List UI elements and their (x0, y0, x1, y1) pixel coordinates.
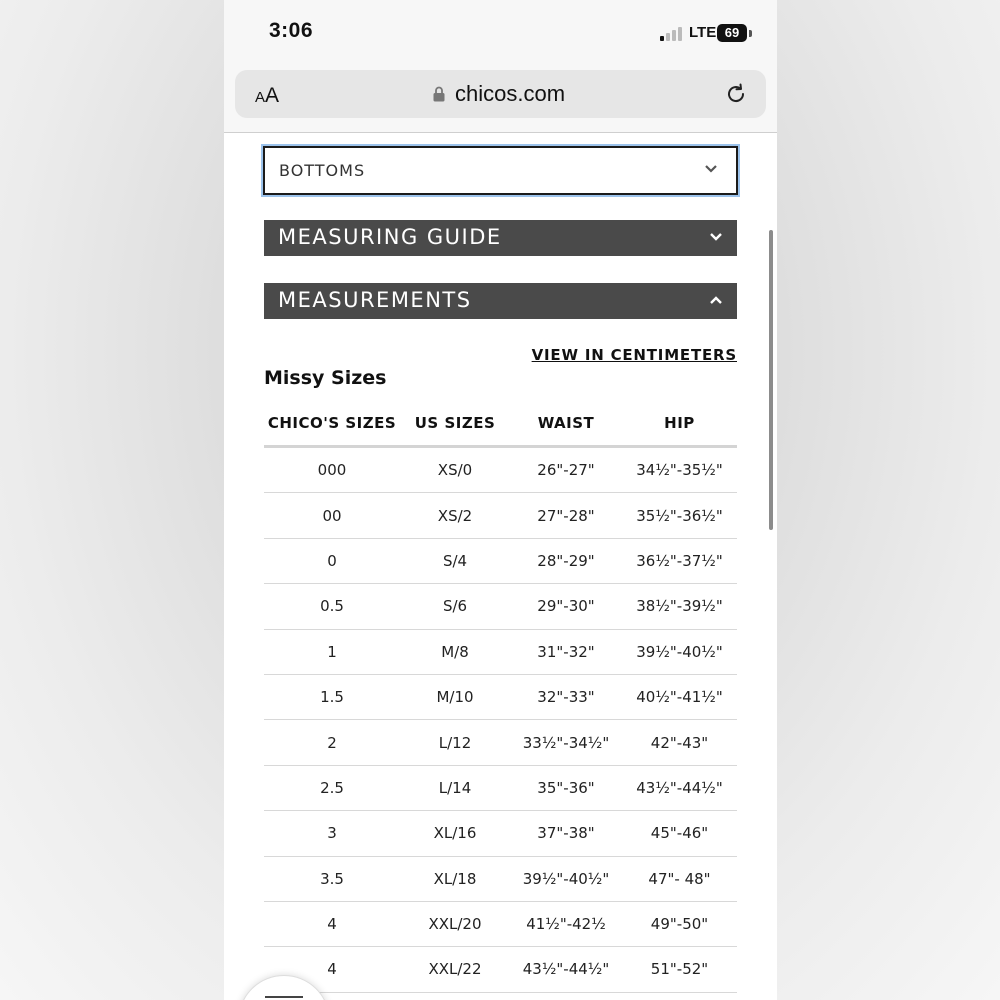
cell-hip: 49"-50" (622, 901, 737, 946)
cell-waist: 37"-38" (510, 811, 622, 856)
header-chicos-sizes: CHICO'S SIZES (264, 401, 400, 447)
cell-us-size: L/12 (400, 720, 510, 765)
cell-hip: 43½"-44½" (622, 765, 737, 810)
cell-us-size: M/10 (400, 674, 510, 719)
cell-us-size: L/14 (400, 765, 510, 810)
reload-icon[interactable] (724, 82, 748, 106)
cell-hip: 36½"-37½" (622, 538, 737, 583)
chevron-down-icon (704, 164, 718, 174)
cell-hip: 40½"-41½" (622, 674, 737, 719)
text-size-button[interactable] (255, 84, 279, 108)
table-row (264, 584, 737, 629)
table-row (264, 901, 737, 946)
cell-us-size: XXL/22 (400, 947, 510, 992)
cell-chicos-size: 2.5 (264, 765, 400, 810)
cell-chicos-size: 3.5 (264, 856, 400, 901)
table-header-row (264, 401, 737, 447)
address-bar[interactable] (235, 70, 766, 118)
cell-hip: 42"-43" (622, 720, 737, 765)
cell-hip: 38½"-39½" (622, 584, 737, 629)
cell-us-size: S/4 (400, 538, 510, 583)
network-label: LTE (689, 24, 717, 41)
browser-toolbar (224, 62, 777, 133)
page-content (224, 133, 777, 1000)
cell-chicos-size: 2 (264, 720, 400, 765)
cell-chicos-size: 3 (264, 811, 400, 856)
scroll-indicator[interactable] (769, 230, 773, 530)
cell-hip: 47"- 48" (622, 856, 737, 901)
cell-hip: 51"-52" (622, 947, 737, 992)
table-row (264, 856, 737, 901)
size-table (264, 401, 737, 993)
header-hip: HIP (622, 401, 737, 447)
cell-waist: 31"-32" (510, 629, 622, 674)
chevron-down-icon (709, 232, 723, 242)
cell-waist: 26"-27" (510, 447, 622, 493)
cell-chicos-size: 1 (264, 629, 400, 674)
text-size-small: A (255, 89, 266, 106)
cell-hip: 35½"-36½" (622, 493, 737, 538)
cell-chicos-size: 00 (264, 493, 400, 538)
text-size-big: A (265, 84, 280, 107)
table-row (264, 947, 737, 992)
cell-waist: 27"-28" (510, 493, 622, 538)
category-select-value: BOTTOMS (279, 161, 366, 180)
cell-waist: 43½"-44½" (510, 947, 622, 992)
cell-chicos-size: 4 (264, 901, 400, 946)
cell-chicos-size: 0 (264, 538, 400, 583)
cell-waist: 29"-30" (510, 584, 622, 629)
table-row (264, 538, 737, 583)
cell-us-size: S/6 (400, 584, 510, 629)
section-title: Missy Sizes (264, 367, 387, 389)
cell-chicos-size: 4 (264, 947, 400, 992)
table-row (264, 720, 737, 765)
cell-us-size: XS/2 (400, 493, 510, 538)
cell-waist: 28"-29" (510, 538, 622, 583)
table-row (264, 629, 737, 674)
status-bar (224, 0, 777, 62)
view-in-centimeters-link[interactable]: VIEW IN CENTIMETERS (531, 346, 737, 364)
cell-waist: 41½"-42½ (510, 901, 622, 946)
table-row (264, 674, 737, 719)
table-row (264, 811, 737, 856)
menu-icon (265, 996, 303, 998)
cell-waist: 33½"-34½" (510, 720, 622, 765)
cell-chicos-size: 1.5 (264, 674, 400, 719)
signal-icon (660, 25, 686, 41)
measuring-guide-label: MEASURING GUIDE (278, 225, 502, 249)
battery-icon: 69 (717, 24, 747, 42)
cell-us-size: XL/18 (400, 856, 510, 901)
lock-icon (433, 86, 445, 102)
measuring-guide-accordion[interactable] (264, 220, 737, 256)
chevron-up-icon (709, 295, 723, 305)
header-waist: WAIST (510, 401, 622, 447)
status-time: 3:06 (269, 19, 314, 42)
cell-us-size: XS/0 (400, 447, 510, 493)
table-row (264, 447, 737, 493)
cell-chicos-size: 000 (264, 447, 400, 493)
category-select[interactable] (263, 146, 738, 195)
cell-chicos-size: 0.5 (264, 584, 400, 629)
cell-hip: 34½"-35½" (622, 447, 737, 493)
table-row (264, 493, 737, 538)
measurements-label: MEASUREMENTS (278, 288, 472, 312)
cell-us-size: XL/16 (400, 811, 510, 856)
url-text: chicos.com (455, 81, 566, 106)
cell-hip: 39½"-40½" (622, 629, 737, 674)
table-row (264, 765, 737, 810)
cell-us-size: M/8 (400, 629, 510, 674)
cell-waist: 32"-33" (510, 674, 622, 719)
phone-screen (224, 0, 777, 1000)
header-us-sizes: US SIZES (400, 401, 510, 447)
cell-waist: 39½"-40½" (510, 856, 622, 901)
battery-cap (749, 30, 752, 37)
measurements-accordion[interactable] (264, 283, 737, 319)
cell-hip: 45"-46" (622, 811, 737, 856)
cell-waist: 35"-36" (510, 765, 622, 810)
cell-us-size: XXL/20 (400, 901, 510, 946)
